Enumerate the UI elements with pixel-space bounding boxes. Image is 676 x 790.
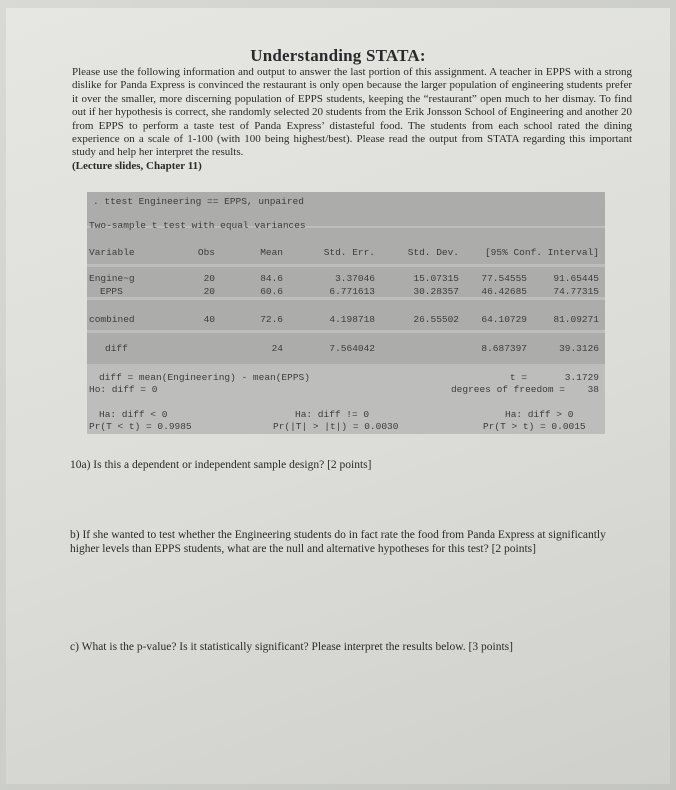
t-label: t = <box>509 372 527 383</box>
row-ci-low: 46.42685 <box>481 286 527 297</box>
row-ci-low: 64.10729 <box>481 314 527 325</box>
diff-definition: diff = mean(Engineering) - mean(EPPS) <box>99 372 310 383</box>
header-std-dev: Std. Dev. <box>407 247 459 258</box>
ha-left: Ha: diff < 0 <box>99 409 168 420</box>
stata-output <box>87 192 605 434</box>
header-obs: Obs <box>197 247 215 258</box>
question-10a: 10a) Is this a dependent or independent sample design? [2 points] <box>70 459 372 471</box>
row-ci-high: 39.3126 <box>559 343 599 354</box>
row-mean: 60.6 <box>260 286 283 297</box>
header-conf-interval: [95% Conf. Interval] <box>484 247 599 258</box>
intro-paragraph <box>72 66 632 173</box>
header-mean: Mean <box>260 247 283 258</box>
ha-right: Ha: diff > 0 <box>505 409 574 420</box>
df-label: degrees of freedom = <box>450 384 565 395</box>
stata-command: . ttest Engineering == EPPS, unpaired <box>93 196 304 207</box>
df-value: 38 <box>587 384 599 395</box>
header-variable: Variable <box>89 247 135 258</box>
row-mean: 84.6 <box>260 273 283 284</box>
row-std-err: 4.198718 <box>329 314 375 325</box>
row-ci-high: 81.09271 <box>553 314 599 325</box>
row-ci-high: 74.77315 <box>553 286 599 297</box>
row-std-dev: 26.55502 <box>413 314 459 325</box>
question-10b: b) If she wanted to test whether the Engineering students do in fact rate the food from Panda Express at significantly higher levels than EPPS students, what are the null and alternative hypotheses for this test? [2 points] <box>70 529 606 555</box>
header-std-err: Std. Err. <box>323 247 375 258</box>
row-std-err: 3.37046 <box>335 273 375 284</box>
question-10c: c) What is the p-value? Is it statistically significant? Please interpret the results below. [3 points] <box>70 641 513 653</box>
row-mean: 24 <box>271 343 283 354</box>
intro-text: Please use the following information and output to answer the last portion of this assignment. A teacher in EPPS with a strong dislike for Panda Express is convinced the restaurant is only open because the larger population of engineering students prefer it over the smaller, more discerning population of EPPS students, keeping the “restaurant” open much to her dismay. To find out if her hypothesis is correct, she randomly selected 20 students from the Erik Jonsson School of Engineering and another 20 from EPPS to perform a taste test of Panda Express’ distasteful food. The students from each school rated the dining experience on a scale of 1-100 (with 100 being highest/best). Please read the output from STATA regarding this important study and help her interpret the results. <box>72 66 632 159</box>
t-value: 3.1729 <box>564 372 599 383</box>
null-hypothesis: Ho: diff = 0 <box>89 384 158 395</box>
row-obs: 20 <box>203 273 215 284</box>
row-std-dev: 30.28357 <box>413 286 459 297</box>
p-two-sided: Pr(|T| > |t|) = 0.0030 <box>273 421 399 432</box>
row-mean: 72.6 <box>260 314 283 325</box>
intro-reference: (Lecture slides, Chapter 11) <box>72 159 202 172</box>
header-band <box>87 228 605 264</box>
row-obs: 20 <box>203 286 215 297</box>
ha-two-sided: Ha: diff != 0 <box>295 409 370 420</box>
row-variable: diff <box>105 343 128 354</box>
row-ci-low: 8.687397 <box>481 343 527 354</box>
row-variable: combined <box>89 314 135 325</box>
p-right: Pr(T > t) = 0.0015 <box>483 421 586 432</box>
row-variable: EPPS <box>100 286 123 297</box>
row-std-err: 6.771613 <box>329 286 375 297</box>
p-left: Pr(T < t) = 0.9985 <box>89 421 192 432</box>
row-variable: Engine~g <box>89 273 135 284</box>
row-std-dev: 15.07315 <box>413 273 459 284</box>
page-title: Understanding STATA: <box>250 46 426 65</box>
row-ci-low: 77.54555 <box>481 273 527 284</box>
row-ci-high: 91.65445 <box>553 273 599 284</box>
row-std-err: 7.564042 <box>329 343 375 354</box>
stata-subtitle: Two-sample t test with equal variances <box>89 220 306 231</box>
row-obs: 40 <box>203 314 215 325</box>
